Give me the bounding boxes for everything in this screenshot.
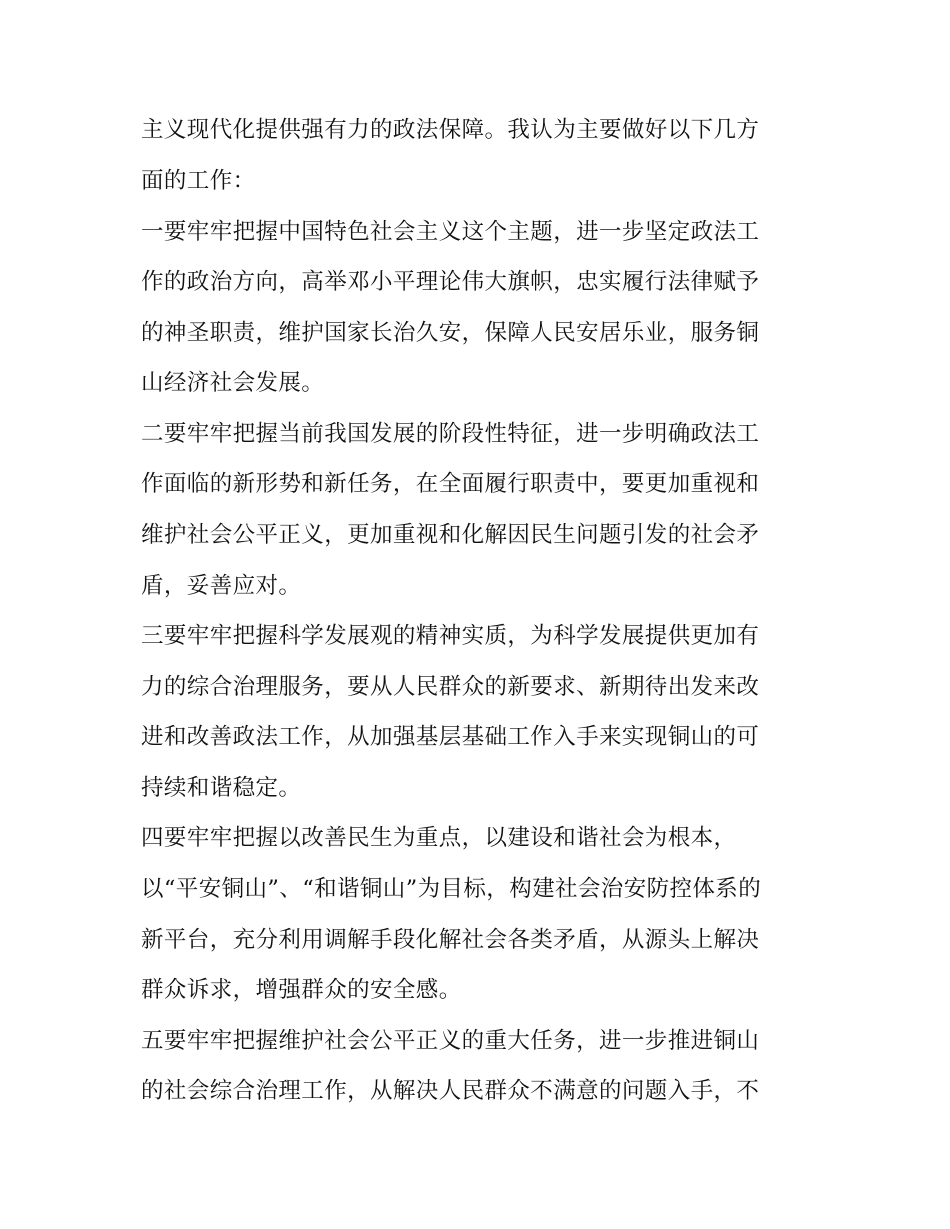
text-line: 以“平安铜山”、“和谐铜山”为目标，构建社会治安防控体系的 <box>141 876 762 902</box>
text-line: 作面临的新形势和新任务，在全面履行职责中，要更加重视和 <box>141 471 760 497</box>
text-line: 新平台，充分利用调解手段化解社会各类矛盾，从源头上解决 <box>141 927 760 953</box>
text-line: 的神圣职责，维护国家长治久安，保障人民安居乐业，服务铜 <box>141 320 760 346</box>
text-line: 一要牢牢把握中国特色社会主义这个主题，进一步坚定政法工 <box>141 219 760 245</box>
text-line: 四要牢牢把握以改善民生为重点，以建设和谐社会为根本， <box>141 825 737 851</box>
text-line: 持续和谐稳定。 <box>141 775 302 801</box>
text-line: 群众诉求，增强群众的安全感。 <box>141 977 462 1003</box>
text-line: 作的政治方向，高举邓小平理论伟大旗帜，忠实履行法律赋予 <box>141 269 760 295</box>
text-line: 力的综合治理服务，要从人民群众的新要求、新期待出发来改 <box>141 674 760 700</box>
text-line: 进和改善政法工作，从加强基层基础工作入手来实现铜山的可 <box>141 724 760 750</box>
text-line: 的社会综合治理工作，从解决人民群众不满意的问题入手，不 <box>141 1078 760 1104</box>
text-line: 五要牢牢把握维护社会公平正义的重大任务，进一步推进铜山 <box>141 1028 760 1054</box>
text-line: 盾，妥善应对。 <box>141 573 302 599</box>
text-line: 三要牢牢把握科学发展观的精神实质，为科学发展提供更加有 <box>141 623 760 649</box>
text-line: 山经济社会发展。 <box>141 370 325 396</box>
text-line: 主义现代化提供强有力的政法保障。我认为主要做好以下几方 <box>141 117 760 143</box>
text-line: 二要牢牢把握当前我国发展的阶段性特征，进一步明确政法工 <box>141 421 760 447</box>
text-line: 面的工作： <box>141 168 256 194</box>
text-line: 维护社会公平正义，更加重视和化解因民生问题引发的社会矛 <box>141 522 760 548</box>
